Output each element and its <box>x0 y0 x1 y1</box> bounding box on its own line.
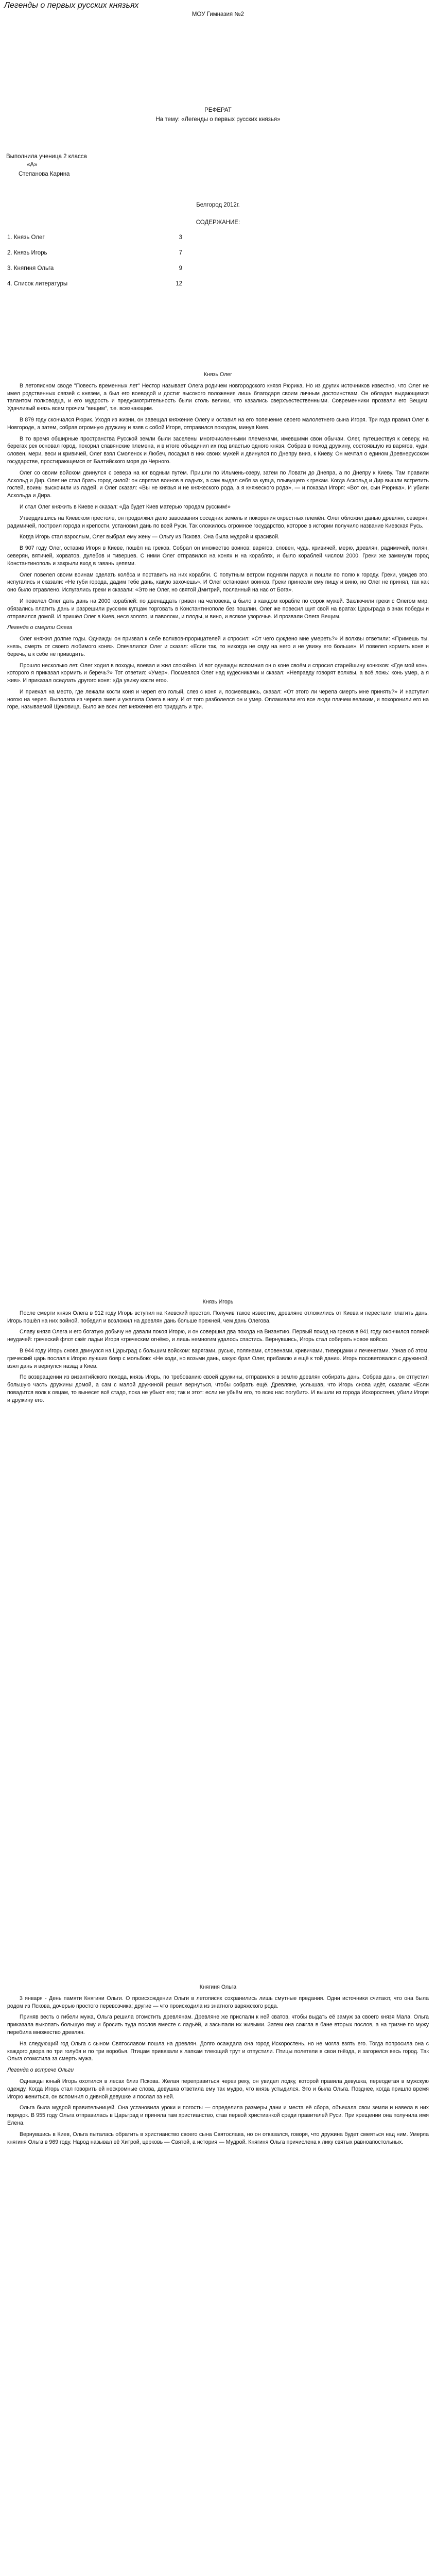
section-oleg <box>7 371 429 715</box>
paragraph: Олег повелел своим воинам сделать колёса и поставить на них корабли. С попутным ветром подняли паруса и пошли по полю к городу. Греки, увидев это, испугались и сказали: «Не губи города, дадим тебе дань, какую захочешь». И Олег остановил воинов. Греки принесли ему пищу и вино, но Олег не принял, так как оно было отравлено. Испугались греки и сказали: «Это не Олег, но святой Дмитрий, посланный на нас от Бога». <box>7 571 429 594</box>
paragraph: В 879 году скончался Рюрик. Уходя из жизни, он завещал княжение Олегу и оставил на его попечение своего малолетнего сына Игоря. Три года правил Олег в Новгороде, а затем, собрав огромную дружину и взяв с собой Игоря, отправился походом, минуя Киев. <box>7 416 429 431</box>
toc-item[interactable]: 2. Князь Игорь 7 <box>7 250 182 256</box>
city-year: Белгород 2012г. <box>196 202 240 208</box>
paragraph: На следующий год Ольга с сыном Святославом пошла на древлян. Долго осаждала она город Искоростень, но не могла взять его. Тогда попросила она с каждого двора по три голубя и по три воробья. Птицам привязали к лапкам тлеющий трут и отпустили. Птицы полетели в свои гнёзда, и загорелся весь город. Так Ольга отомстила за смерть мужа. <box>7 2040 429 2062</box>
section-igor <box>7 1298 429 1408</box>
paragraph: И приехал на место, где лежали кости коня и череп его голый, слез с коня и, посмеявшись, сказал: «От этого ли черепа смерть мне принять?» И наступил ногою на череп. Выползла из черепа змея и ужалила Олега в ногу. И от того разболелся он и умер. Оплакивали его все люди плачем великим, и похоронили его на горе, называемой Щековица. Было же всех лет княжения его тридцать и три. <box>7 688 429 710</box>
class-letter: «А» <box>27 162 38 168</box>
toc-heading: СОДЕРЖАНИЕ: <box>196 219 240 226</box>
paragraph: По возвращении из византийского похода, князь Игорь, по требованию своей дружины, отправился в землю древлян собирать дань. Собрав дань, он отпустил большую часть дружины домой, а сам с малой дружиной решил вернуться, чтобы собрать ещё. Древляне, услышав, что Игорь снова идёт, сказали: «Если повадится волк к овцам, то вынесет всё стадо, пока не убьют его; так и этот: если не убьём его, то всех нас погубит». И вышли из города Искоростеня, убили Игоря и дружину его. <box>7 1374 429 1403</box>
paragraph: В то время обширные пространства Русской земли были заселены многочисленными племенами, имевшими свои обычаи. Олег, путешествуя к северу, на берегах рек основал город, покорил славянские племена, и в итоге объединил их под властью одного князя. Собрав в поход дружину, состоявшую из варягов, чуди, словен, мери, веси и кривичей, Олег взял Смоленск и Любеч, посадил в них своих мужей и двинулся по Днепру вниз, к Киеву. Он мечтал о едином Древнерусском государстве, простирающемся от Балтийского моря до Черного. <box>7 435 429 465</box>
paragraph: В летописном своде "Повесть временных лет" Нестор называет Олега родичем новгородского князя Рюрика. Но из других источников известно, что Олег не имел родственных связей с князем, а был его воеводой и достиг высокого положения лишь благодаря своим личным достоинствам. Он обладал выдающимся талантом полководца, и его мудрость и предусмотрительность были столь велики, что казались сверхъестественными. Современники прозвали его Вещим. Удачливый князь всем прочим "вещим", т.е. всезнающим. <box>7 382 429 412</box>
toc-item[interactable]: 1. Князь Олег 3 <box>7 234 182 241</box>
section-olga <box>7 1984 429 2149</box>
paragraph: И повелел Олег дать дань на 2000 кораблей: по двенадцать гривен на человека, а было в каждом корабле по сорок мужей. Заключили греки с Олегом мир, обязались платить дань и разрешили русским купцам торговать в Константинополе без пошлин. Олег же повесил щит свой на вратах Царьграда в знак победы и отправился домой. И пришёл Олег в Киев, неся золото, и паволоки, и плоды, и вино, и всякое узорочье. И прозвали Олега Вещим. <box>7 598 429 620</box>
paragraph: Ольга была мудрой правительницей. Она установила уроки и погосты — определила размеры дани и места её сбора, объехала свои земли и навела в них порядок. В 955 году Ольга отправилась в Царьград и приняла там христианство, став первой христианкой среди правителей Руси. При крещении она получила имя Елена. <box>7 2105 429 2126</box>
subsection-heading: Легенда о встрече Ольги <box>7 2067 74 2074</box>
paragraph: 3 января - День памяти Княгини Ольги. О происхождении Ольги в летописях сохранились лишь смутные предания. Одни источники считают, что она была родом из Пскова, дочерью простого перевозчика; другие — что происходила из знатного варяжского рода. <box>7 1995 429 2009</box>
paragraph: Приняв весть о гибели мужа, Ольга решила отомстить древлянам. Древляне же прислали к ней сватов, чтобы выдать её замуж за своего князя Мала. Ольга приказала выкопать большую яму и бросить туда послов вместе с ладьёй, и засыпали их живыми. Затем она сожгла в бане вторых послов, а на тризне по мужу перебила множество древлян. <box>7 2014 429 2036</box>
paragraph: И стал Олег княжить в Киеве и сказал: «Да будет Киев матерью городам русским!» <box>20 503 231 510</box>
cover-kind: РЕФЕРАТ <box>204 107 232 113</box>
document-title: Легенды о первых русских князьях <box>4 1 139 10</box>
paragraph: В 944 году Игорь снова двинулся на Царьград с большим войском: варягами, русью, полянами, словенами, кривичами, тиверцами и печенегами. Узнав об этом, греческий царь послал к Игорю лучших бояр с мольбою: «Не ходи, но возьми дань, какую брал Олег, прибавлю и ещё к той дани». Игорь посоветовался с дружиной, взял дань и вернулся назад в Киев. <box>7 1347 429 1369</box>
school-name: МОУ Гимназия №2 <box>191 11 245 18</box>
paragraph: Олег княжил долгие годы. Однажды он призвал к себе волхвов-прорицателей и спросил: «От чего суждено мне умереть?» И волхвы ответили: «Примешь ты, князь, смерть от своего любимого коня». Опечалился Олег и сказал: «Если так, то никогда не сяду на него и не увижу его больше». И повелел кормить коня и беречь, а к себе не приводить. <box>7 636 429 657</box>
toc-item[interactable]: 3. Княгиня Ольга 9 <box>7 265 182 272</box>
section-heading: Князь Игорь <box>202 1299 234 1305</box>
paragraph: После смерти князя Олега в 912 году Игорь вступил на Киевский престол. Получив такое известие, древляне отложились от Киева и перестали платить дань. Игорь пошёл на них войной, победил и возложил на древлян дань больше прежней, чем дань Олегова. <box>7 1310 429 1324</box>
table-of-contents <box>7 234 182 296</box>
section-heading: Князь Олег <box>203 371 233 378</box>
paragraph: В 907 году Олег, оставив Игоря в Киеве, пошёл на греков. Собрал он множество воинов: варягов, словен, чудь, кривичей, мерю, древлян, радимичей, полян, северян, вятичей, хорватов, дулебов и тиверцев. С ними Олег отправился на конях и на кораблях, и было кораблей числом 2000. Греки же замкнули город Константинополь и закрыли вход в гавань цепями. <box>7 545 429 567</box>
paragraph: Вернувшись в Киев, Ольга пыталась обратить в христианство своего сына Святослава, но он отказался, говоря, что дружина будет смеяться над ним. Умерла княгиня Ольга в 969 году. Народ называл её Хитрой, церковь — Святой, а история — Мудрой. Княгиня Ольга причислена к лику святых равноапостольных. <box>7 2131 429 2145</box>
paragraph: Однажды юный Игорь охотился в лесах близ Пскова. Желая переправиться через реку, он увидел лодку, которой правила девушка, переодетая в мужскую одежду. Когда Игорь стал говорить ей нескромные слова, девушка ответила ему так мудро, что князь устыдился. Это и была Ольга. Позднее, когда пришло время Игорю жениться, он вспомнил о дивной девушке и послал за ней. <box>7 2078 429 2100</box>
section-heading: Княгиня Ольга <box>199 1984 237 1990</box>
paragraph: Славу князя Олега и его богатую добычу не давали покоя Игорю, и он совершил два похода на Византию. Первый поход на греков в 941 году окончился полной неудачей: греческий флот сжёг ладьи Игоря «греческим огнём», и лишь немногим удалось спастись. Вернувшись, Игорь стал собирать новое войско. <box>7 1329 429 1343</box>
cover-topic: На тему: «Легенды о первых русских князья» <box>155 116 281 123</box>
toc-item[interactable]: 4. Список литературы 12 <box>7 281 182 287</box>
paragraph: Когда Игорь стал взрослым, Олег выбрал ему жену — Ольгу из Пскова. Она была мудрой и красивой. <box>20 534 280 540</box>
author-line: Выполнила ученица 2 класса <box>6 154 87 160</box>
paragraph: Утвердившись на Киевском престоле, он продолжил дело завоевания соседних земель и покорения окрестных племён. Олег обложил данью древлян, северян, радимичей, построил города и крепости, установил дань по всей Руси. Так сложилось огромное государство, которое в истории получило название Киевская Русь. <box>7 515 429 529</box>
paragraph: Прошло несколько лет. Олег ходил в походы, воевал и жил спокойно. И вот однажды вспомнил он о коне своём и спросил старейшину конюхов: «Где мой конь, которого я приказал кормить и беречь?» Тот ответил: «Умер». Посмеялся Олег над кудесниками и сказал: «Неправду говорят волхвы, а всё ложь: конь умер, а я жив». И приказал оседлать другого коня: «Да увижу кости его». <box>7 662 429 684</box>
subsection-heading: Легенда о смерти Олега <box>7 624 73 631</box>
paragraph: Олег со своим войском двинулся с севера на юг водным путём. Пришли по Ильмень-озеру, затем по Ловати до Днепра, а по Днепру к Киеву. Там правили Аскольд и Дир. Олег не стал брать город силой: он спрятал воинов в ладьях, а сам выдал себя за купца, плывущего к грекам. Когда Аскольд и Дир вышли встретить гостей, воины выскочили из ладей, и Олег сказал: «Вы не князья и не княжеского рода, а я княжеского рода», — и показал Игоря: «Вот он, сын Рюрика». И убили Аскольда и Дира. <box>7 469 429 499</box>
author-name: Степанова Карина <box>19 171 70 177</box>
